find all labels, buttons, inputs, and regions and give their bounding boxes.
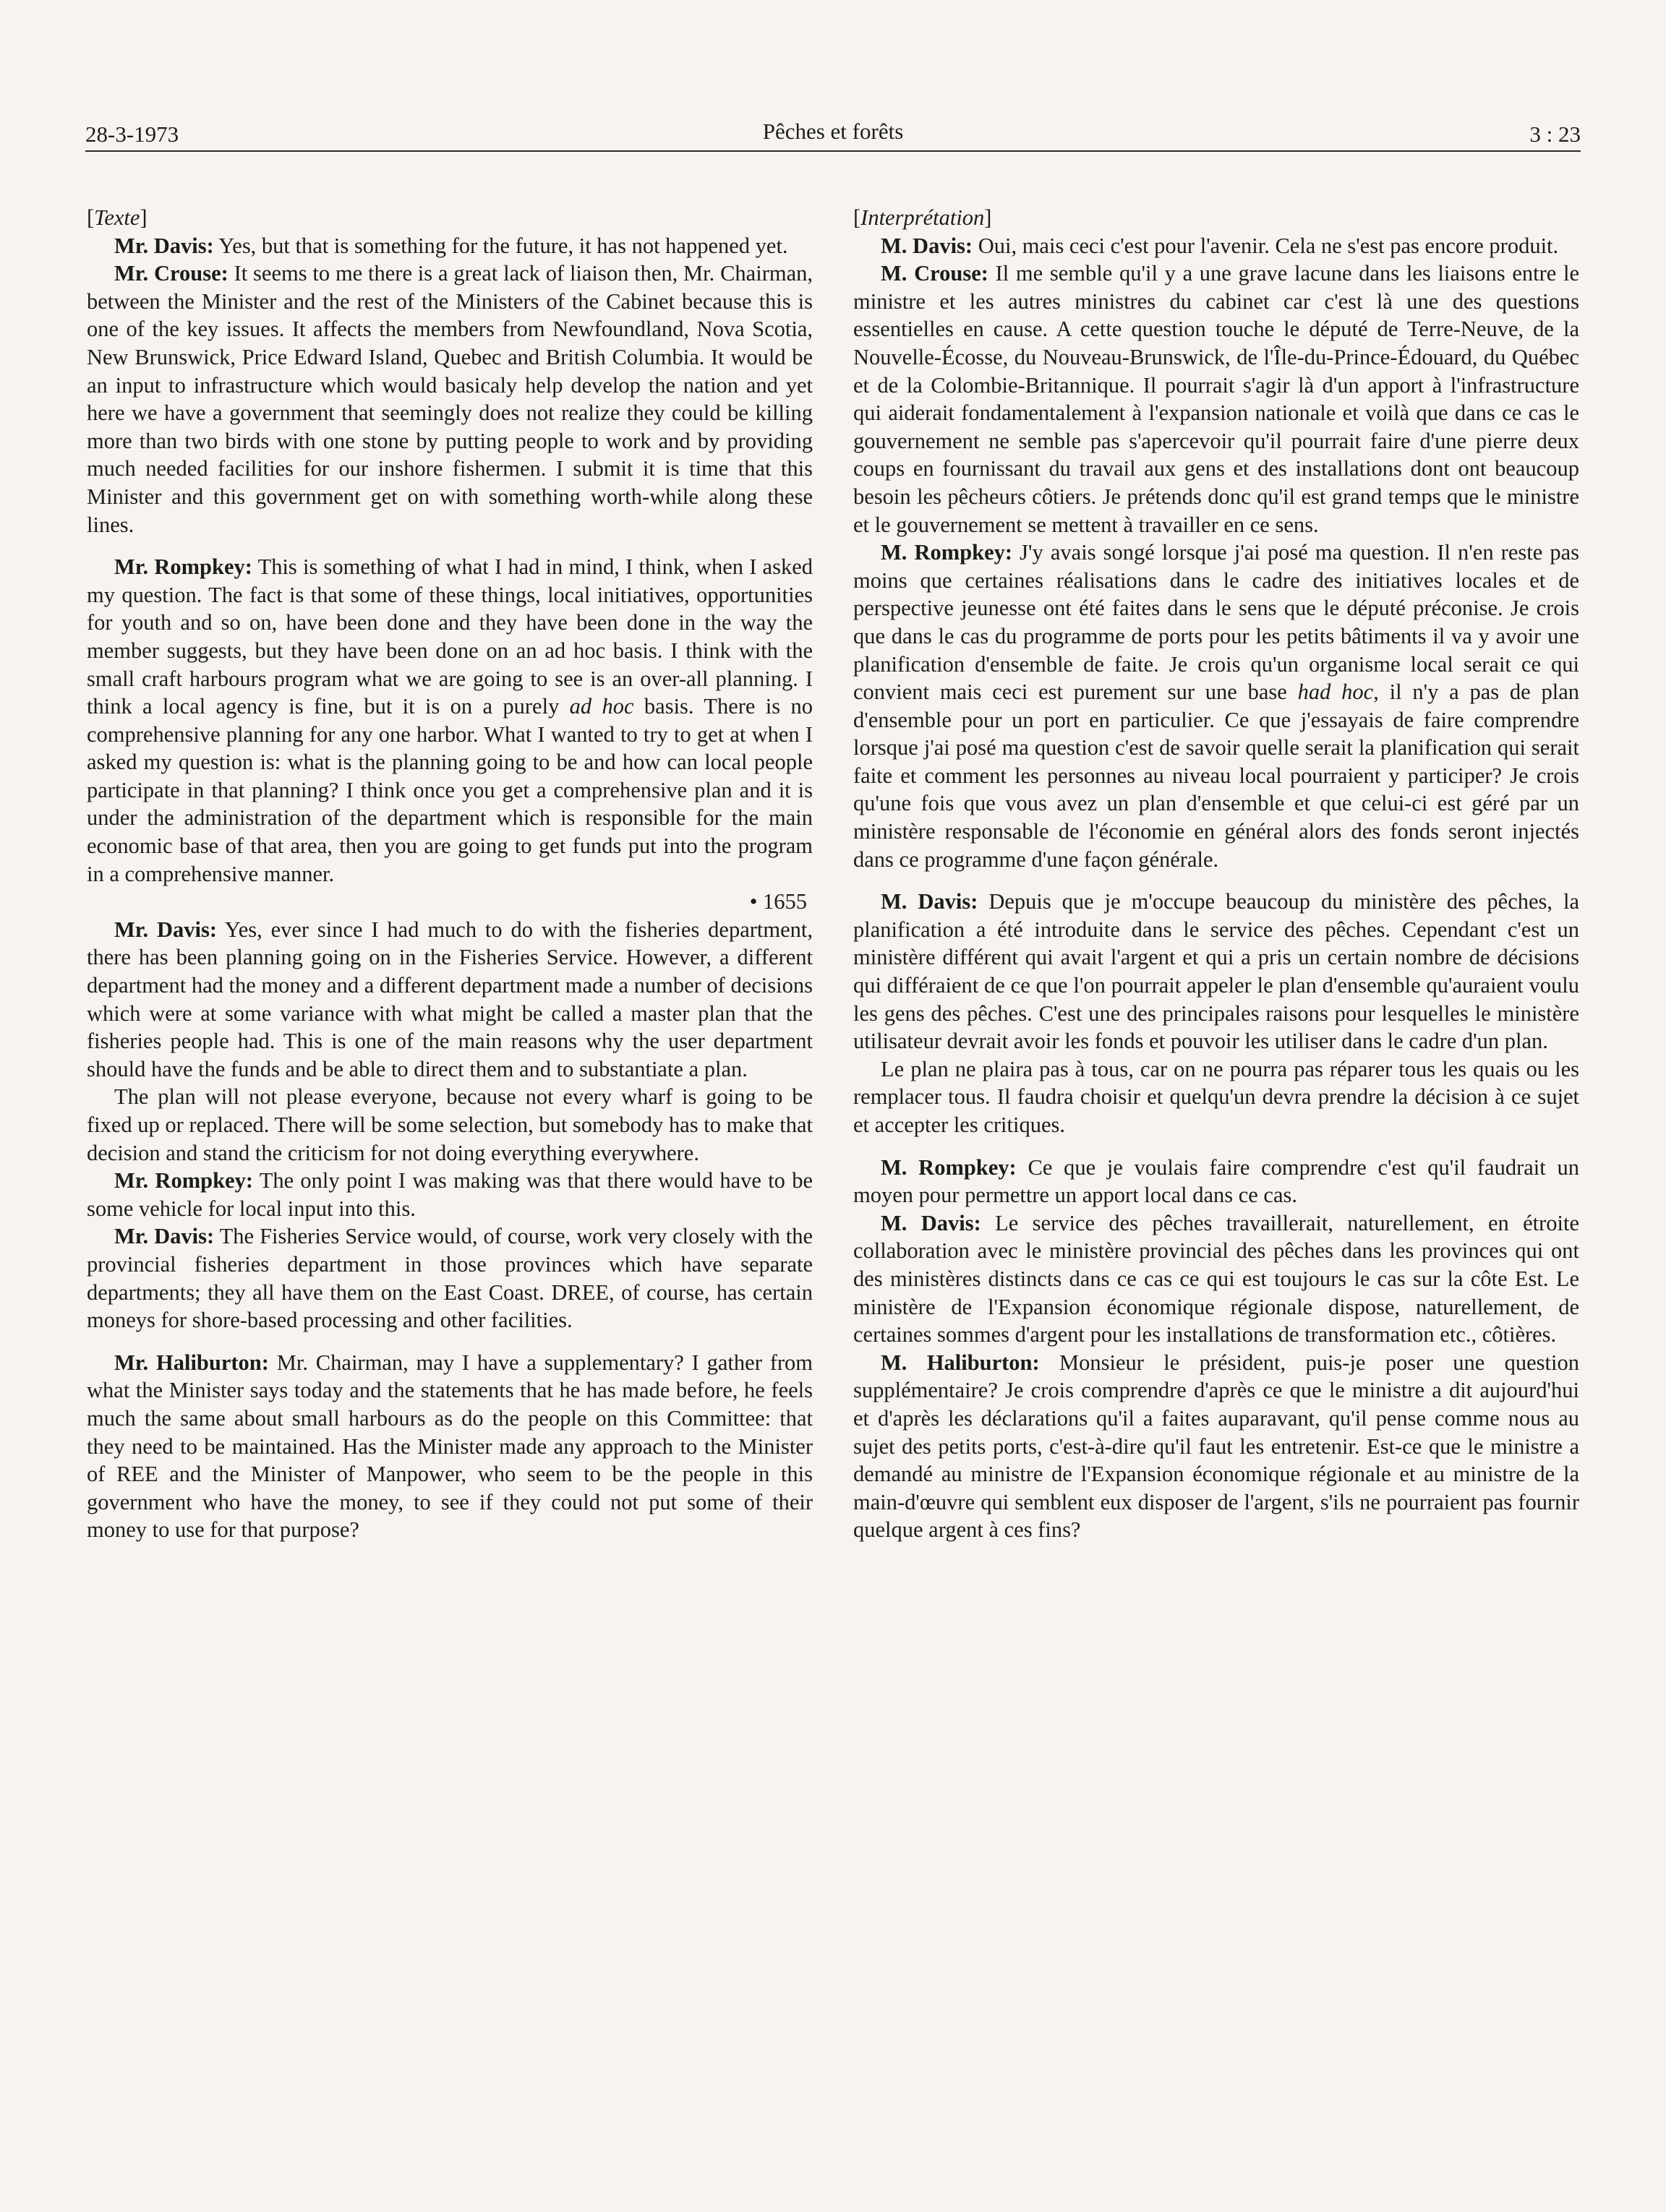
speaker-name: M. Davis: [881,1210,981,1235]
paragraph [853,888,1579,1055]
paragraph [87,260,813,539]
speaker-name: M. Crouse: [881,261,988,286]
paragraph [87,916,813,1084]
header-title: Pêches et forêts [762,119,904,144]
paragraph [853,1055,1579,1139]
speech-text: Le service des pêches travaillerait, naturellement, en étroite collaboration avec le ministère provincial des pêches dans les provinces qui ont des ministères distincts dans ce cas ce qui est toujours le cas sur la côte Est. Le ministère de l'Expansion économique régionale dispose, naturellement, de certaines sommes d'argent pour les installations de transformation etc., côtières. [853,1210,1579,1347]
speech-text: Il me semble qu'il y a une grave lacune dans les liaisons entre le ministre et les autres ministres du cabinet car c'est là une des questions essentielles en cause. A cette question touche le député de Terre-Neuve, de la Nouvelle-Écosse, du Nouveau-Brunswick, de l'Île-du-Prince-Édouard, du Québec et de la Colombie-Britannique. Il pourrait s'agir là d'un apport à l'infrastructure qui aiderait fondamentalement à l'expansion nationale et voilà que dans ce cas le gouvernement ne semble pas s'apercevoir qu'il pourrait faire d'une pierre deux coups en fournissant du travail aux gens et des installations dont ont beaucoup besoin les pêcheurs côtiers. Je prétends donc qu'il est grand temps que le ministre et le gouvernement se mettent à travailler en ce sens. [853,261,1579,537]
paragraph [87,553,813,888]
column-label-interpretation: [Interprétation] [853,205,992,230]
speaker-name: M. Davis: [881,889,978,914]
paragraph [853,1349,1579,1544]
speech-text: Le plan ne plaira pas à tous, car on ne pourra pas réparer tous les quais ou les remplacer tous. Il faudra choisir et quelqu'un devra prendre la décision à ce sujet et accepter les critiques. [853,1056,1579,1137]
speaker-name: M. Rompkey: [881,540,1013,565]
header-date: 28-3-1973 [85,121,179,147]
header-page-number: 3 : 23 [1529,121,1581,147]
speech-text: Oui, mais ceci c'est pour l'avenir. Cela ne s'est pas encore produit. [973,233,1559,258]
speech-text: Yes, but that is something for the future, it has not happened yet. [213,233,788,258]
speaker-name: Mr. Davis: [114,233,214,258]
speech-text: Depuis que je m'occupe beaucoup du ministère des pêches, la planification a été introduite dans le service des pêches. Cependant c'est un ministère différent qui avait l'argent et qui a pris un certain nombre de décisions qui différaient de ce que l'on pourrait appeler le plan d'ensemble qu'auraient voulu les gens des pêches. C'est une des principales raisons pour lesquelles le ministère utilisateur devrait avoir les fonds et pouvoir les utiliser dans le cadre d'un plan. [853,889,1579,1054]
english-column [87,204,813,1544]
speech-text: This is something of what I had in mind, I think, when I asked my question. The fact is that some of these things, local initiatives, opportunities for youth and so on, have been done and they have been done in the way the member suggests, but they have been done on an ad hoc basis. I think with the small craft harbours program what we are going to see is an over-all planning. I think a local agency is fine, but it is on a purely [87,554,813,719]
paragraph [87,1222,813,1334]
speaker-name: Mr. Rompkey: [114,554,252,580]
speaker-name: Mr. Davis: [114,917,218,942]
speech-text: Ce que je voulais faire comprendre c'est qu'il faudrait un moyen pour permettre un apport local dans ce cas. [853,1154,1579,1208]
paragraph [87,1167,813,1222]
speaker-name: Mr. Haliburton: [114,1350,269,1375]
speech-text: J'y avais songé lorsque j'ai posé ma question. Il n'en reste pas moins que certaines réalisations dans le cadre des initiatives locales et de perspective jeunesse ont été faites dans le sens que le député préconise. Je crois que dans le cas du programme de ports pour les petits bâtiments il va y avoir une planification d'ensemble de faite. Je crois qu'un organisme local serait ce qui convient mais ceci est purement sur une base [853,540,1580,705]
column-label-texte: [Texte] [87,205,148,230]
speech-emphasis: ad hoc [569,694,634,719]
time-marker: • 1655 [749,889,807,914]
speech-text: il n'y a pas de plan d'ensemble pour un port en particulier. Ce que j'essayais de faire comprendre lorsque j'ai posé ma question c'est de savoir quelle serait la planification qui serait faite et comment les personnes au niveau local pourraient y participer? Je crois qu'une fois que vous avez un plan d'ensemble et que celui-ci est géré par un ministère responsable de l'économie en général alors des fonds seront injectés dans ce programme d'une façon générale. [853,680,1579,872]
speech-text: The plan will not please everyone, because not every wharf is going to be fixed up or replaced. There will be some selection, but somebody has to make that decision and stand the criticism for not doing everything everywhere. [87,1084,813,1165]
speaker-name: Mr. Davis: [114,1224,215,1249]
speaker-name: Mr. Rompkey: [114,1168,253,1193]
speech-text: Yes, ever since I had much to do with the fisheries department, there has been planning going on in the Fisheries Service. However, a different department had the money and a different department made a number of decisions which were at some variance with what might be called a master plan that the fisheries people had. This is one of the main reasons why the user department should have the funds and be able to direct them and to substantiate a plan. [87,917,813,1081]
paragraph [853,232,1579,260]
speech-text: Mr. Chairman, may I have a supplementary? I gather from what the Minister says today and the statements that he has made before, he feels much the same about small harbours as do the people on this Committee: that they need to be maintained. Has the Minister made any approach to the Minister of REE and the Minister of Manpower, who seem to be the people in this government who have the money, to see if they could not put some of their money to use for that purpose? [87,1350,813,1543]
speaker-name: M. Rompkey: [881,1154,1017,1180]
paragraph [87,232,813,260]
paragraph [853,260,1579,539]
page-header [85,114,1581,150]
speech-text: It seems to me there is a great lack of liaison then, Mr. Chairman, between the Minister and the rest of the Ministers of the Cabinet because this is one of the key issues. It affects the members from Newfoundland, Nova Scotia, New Brunswick, Price Edward Island, Quebec and British Columbia. It would be an input to infrastructure which would basicaly help develop the nation and yet here we have a government that seemingly does not realize they could be killing more than two birds with one stone by putting people to work and by providing much needed facilities for our inshore fishermen. I submit it is time that this Minister and this government get on with something worth-while along these lines. [87,261,813,537]
speech-text: The Fisheries Service would, of course, work very closely with the provincial fisheries department in those provinces which have separate departments; they all have them on the East Coast. DREE, of course, has certain moneys for shore-based processing and other facilities. [87,1224,813,1333]
speaker-name: M. Davis: [881,233,973,258]
speaker-name: Mr. Crouse: [114,261,228,286]
paragraph [87,1349,813,1544]
speech-text: basis. There is no comprehensive planning for any one harbor. What I wanted to try to get at when I asked my question is: what is the planning going to be and how can local people participate in that planning? I think once you get a comprehensive plan and it is under the administration of the department which is responsible for the main economic base of that area, then you are going to get funds put into the program in a comprehensive manner. [87,694,813,886]
speaker-name: M. Haliburton: [881,1350,1040,1375]
speech-emphasis: had hoc, [1297,680,1379,705]
paragraph [853,1209,1579,1349]
header-rule [85,150,1581,152]
speech-text: Monsieur le président, puis-je poser une question supplémentaire? Je crois comprendre d'après ce que le ministre a dit aujourd'hui et d'après les déclarations qu'il a faites auparavant, qu'il pense comme nous au sujet des petits ports, c'est-à-dire qu'il faut les entretenir. Est-ce que le ministre a demandé au ministre de l'Expansion économique régionale et au ministre de la main-d'œuvre qui semblent eux disposer de l'argent, s'ils ne pourraient pas fournir quelque argent à ces fins? [853,1350,1579,1543]
french-column [853,204,1579,1544]
paragraph [87,1083,813,1167]
paragraph [853,539,1579,873]
paragraph [853,1154,1579,1209]
speech-text: The only point I was making was that there would have to be some vehicle for local input into this. [87,1168,813,1221]
